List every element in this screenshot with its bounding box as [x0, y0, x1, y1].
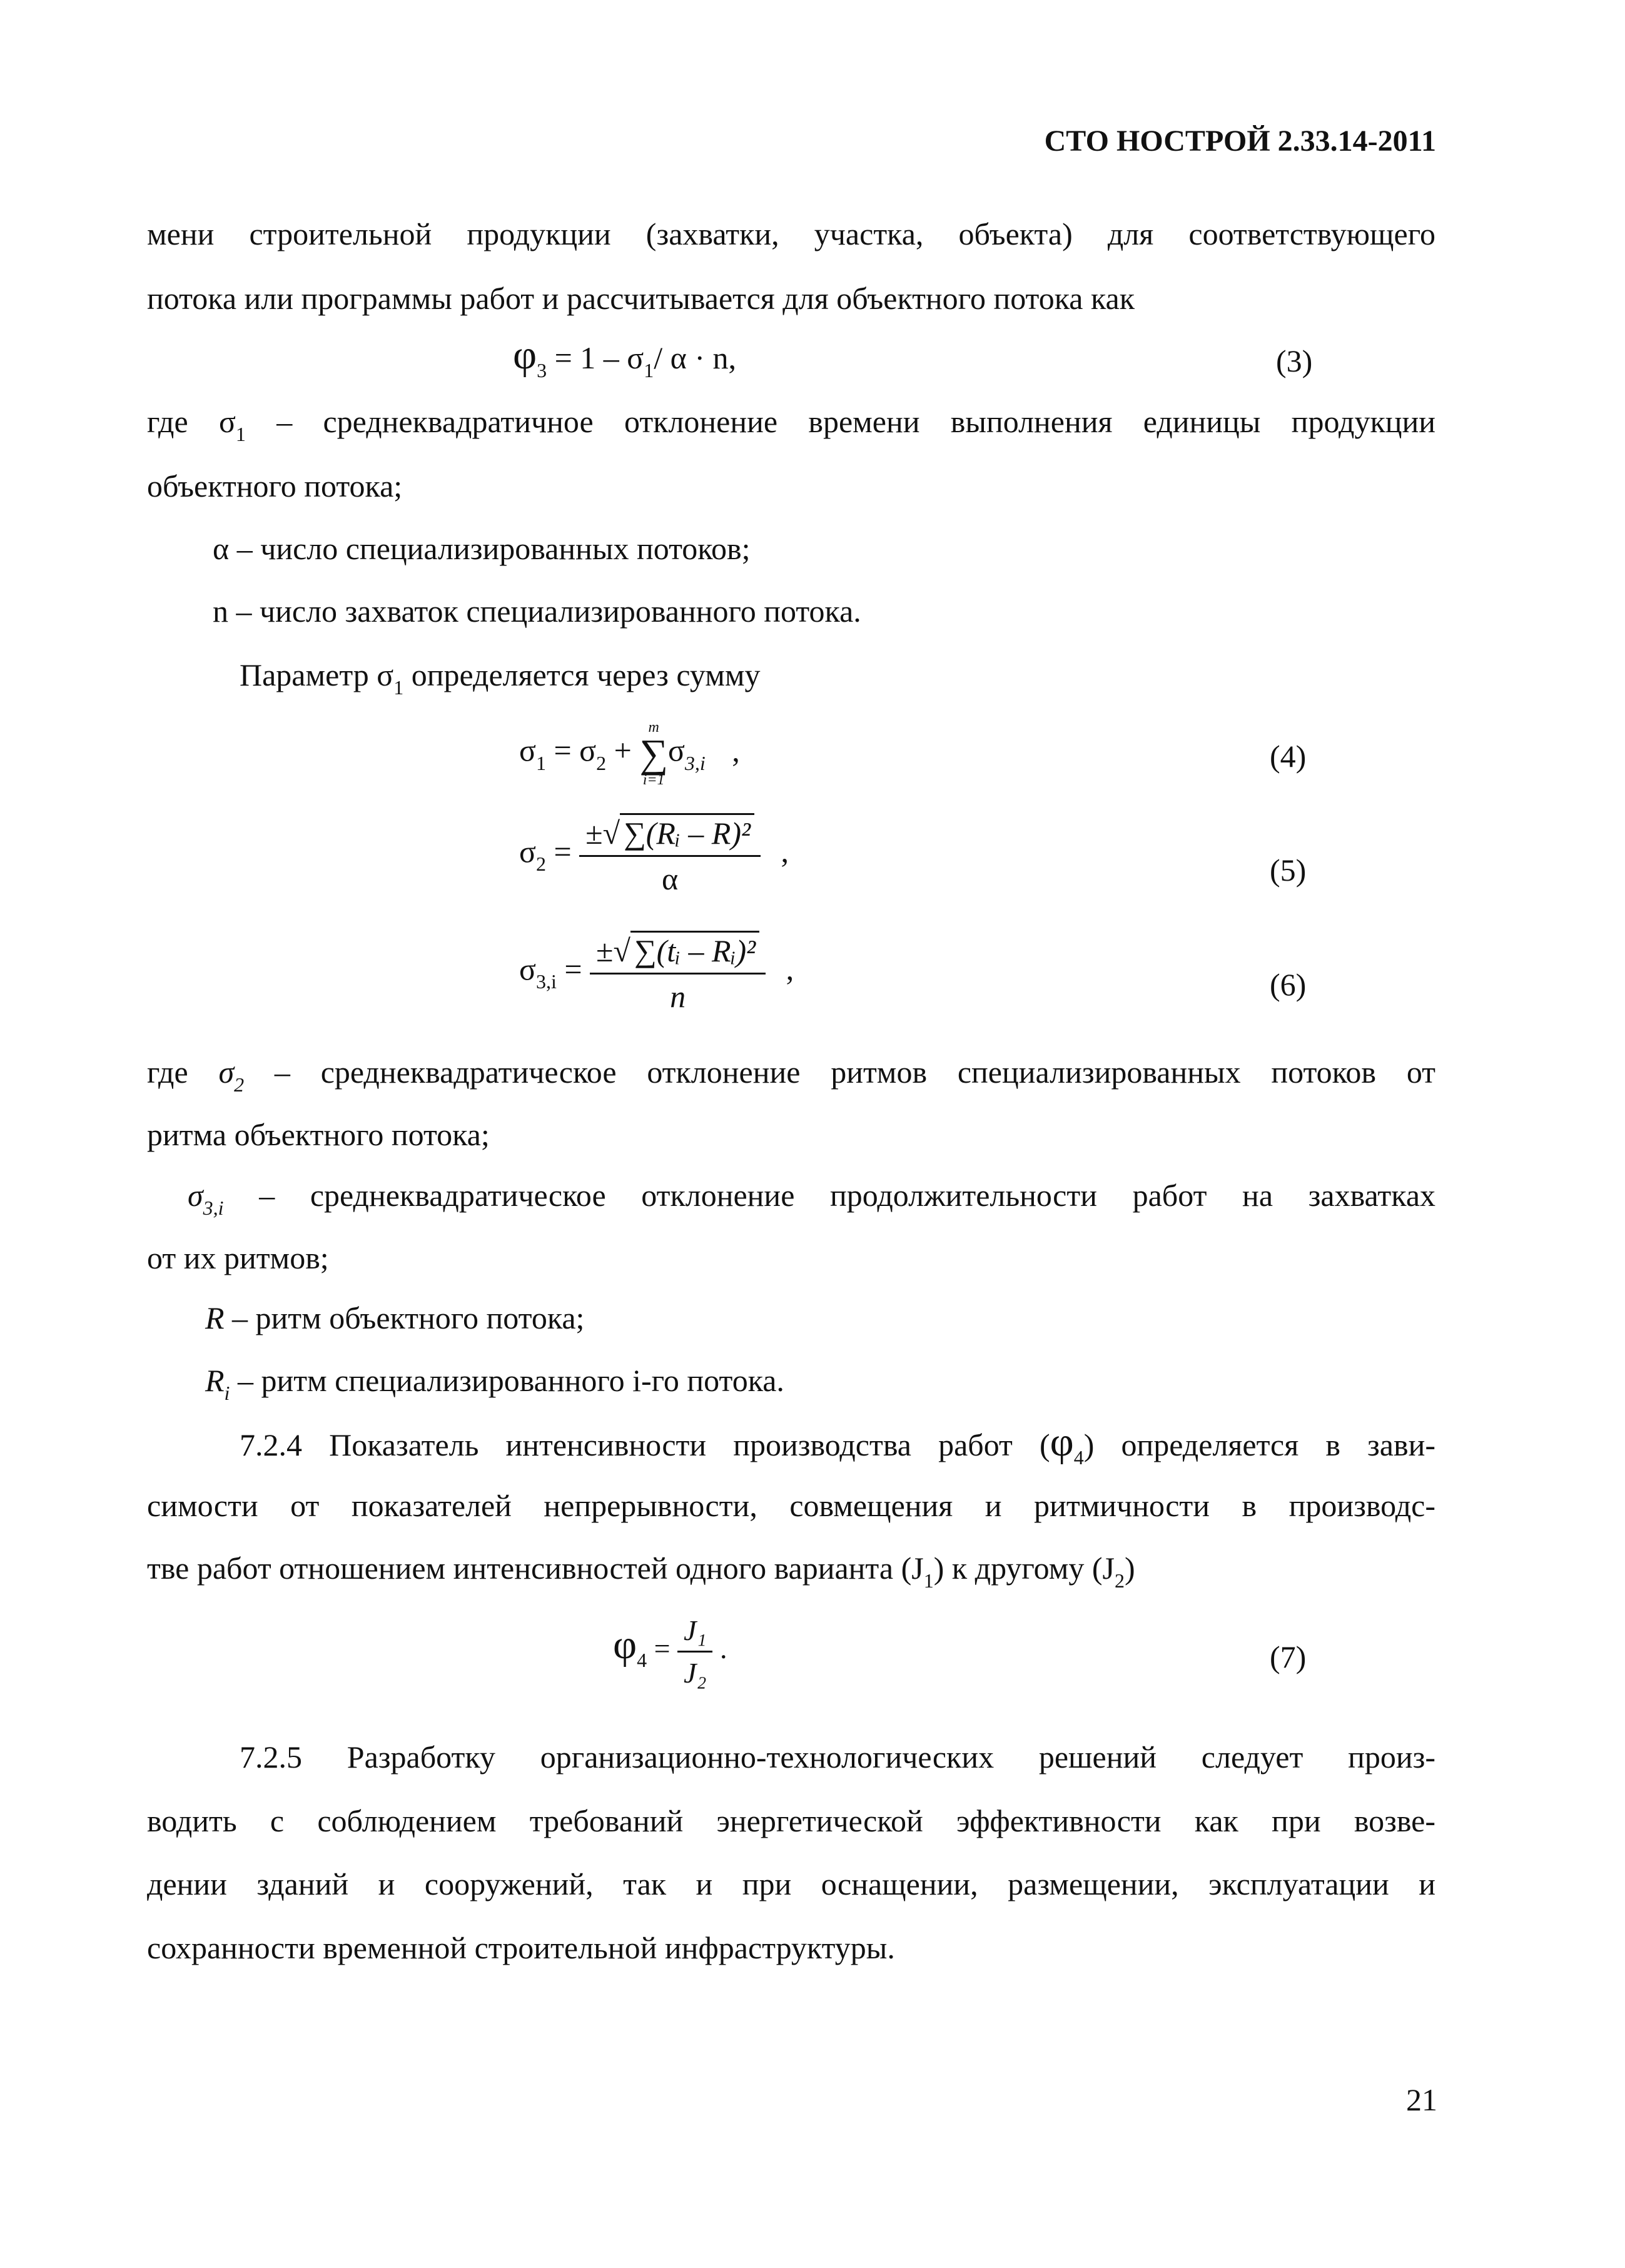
- text-line: 7.2.4 Показатель интенсивности производства работ $(\varphi_4)$ определяется в зави-: [240, 1419, 1436, 1469]
- equation-6: $\sigma_{3,i}$ = $\frac{\text{±√ ∑(tᵢ – Rᵢ)²}}{n}$ ,: [519, 931, 794, 1015]
- page-number: 21: [1406, 2082, 1437, 2117]
- equation-number: (5): [1270, 853, 1307, 888]
- equation-5: $\sigma_2$ = $\frac{\text{±√ ∑(Rᵢ – R)²}}{\alpha}$ ,: [519, 813, 789, 897]
- equation-3: $\varphi_3 = 1 - \sigma_1/$ α · n,: [513, 332, 736, 382]
- text-line: мени строительной продукции (захватки, участка, объекта) для соответствующего: [147, 216, 1435, 251]
- text-line: n – число захваток специализированного потока.: [213, 594, 861, 629]
- equation-4: $\sigma_1 = \sigma_2 + m$ ∑ $i=1\sigma_{3,i}$ ,: [519, 719, 740, 788]
- equation-number: (7): [1270, 1639, 1307, 1674]
- text-line: от их ритмов;: [147, 1240, 329, 1275]
- summation-operator: m ∑ i=1: [639, 719, 668, 788]
- text-line: тве работ отношением интенсивностей одного варианта $(J_1)$ к другому $(J_2)$: [147, 1551, 1135, 1592]
- text-line: объектного потока;: [147, 468, 403, 504]
- text-line: где $\sigma_2$ – среднеквадратическое отклонение ритмов специализированных потоков от: [147, 1055, 1436, 1096]
- text-line: потока или программы работ и рассчитывается для объектного потока как: [147, 281, 1135, 316]
- document-header: СТО НОСТРОЙ 2.33.14-2011: [1044, 124, 1436, 158]
- fraction: $\frac{\text{J₁}}{\text{J₂}}$: [677, 1614, 712, 1689]
- text-line: Параметр $\sigma_1$ определяется через сумму: [240, 657, 761, 699]
- text-line: сохранности временной строительной инфраструктуры.: [147, 1930, 895, 1965]
- text-line: $R_i$ – ритм специализированного i-го потока.: [205, 1363, 784, 1404]
- text-line: R – ритм объектного потока;: [205, 1300, 585, 1335]
- text-line: 7.2.5 Разработку организационно-технологических решений следует произ-: [240, 1739, 1435, 1774]
- text-line: дении зданий и сооружений, так и при оснащении, размещении, эксплуатации и: [147, 1866, 1435, 1901]
- equation-number: (4): [1270, 739, 1307, 774]
- text-line: симости от показателей непрерывности, совмещения и ритмичности в производс-: [147, 1488, 1435, 1523]
- equation-7: $\varphi_4$ = $\frac{\text{J₁}}{\text{J₂}}$ .: [613, 1614, 727, 1689]
- fraction: $\frac{\text{±√ ∑(Rᵢ – R)²}}{\alpha}$: [579, 813, 761, 897]
- text-line: ритма объектного потока;: [147, 1117, 490, 1152]
- text-line: где $\sigma_1$ – среднеквадратичное отклонение времени выполнения единицы продукции: [147, 404, 1436, 445]
- fraction: $\frac{\text{±√ ∑(tᵢ – Rᵢ)²}}{n}$: [590, 931, 766, 1015]
- text-line: $\sigma_{3,i}$ – среднеквадратическое отклонение продолжительности работ на захватках: [188, 1178, 1436, 1219]
- equation-number: (6): [1270, 967, 1307, 1002]
- equation-number: (3): [1276, 343, 1313, 378]
- text-line: α – число специализированных потоков;: [213, 531, 751, 566]
- text-line: водить с соблюдением требований энергетической эффективности как при возве-: [147, 1803, 1435, 1838]
